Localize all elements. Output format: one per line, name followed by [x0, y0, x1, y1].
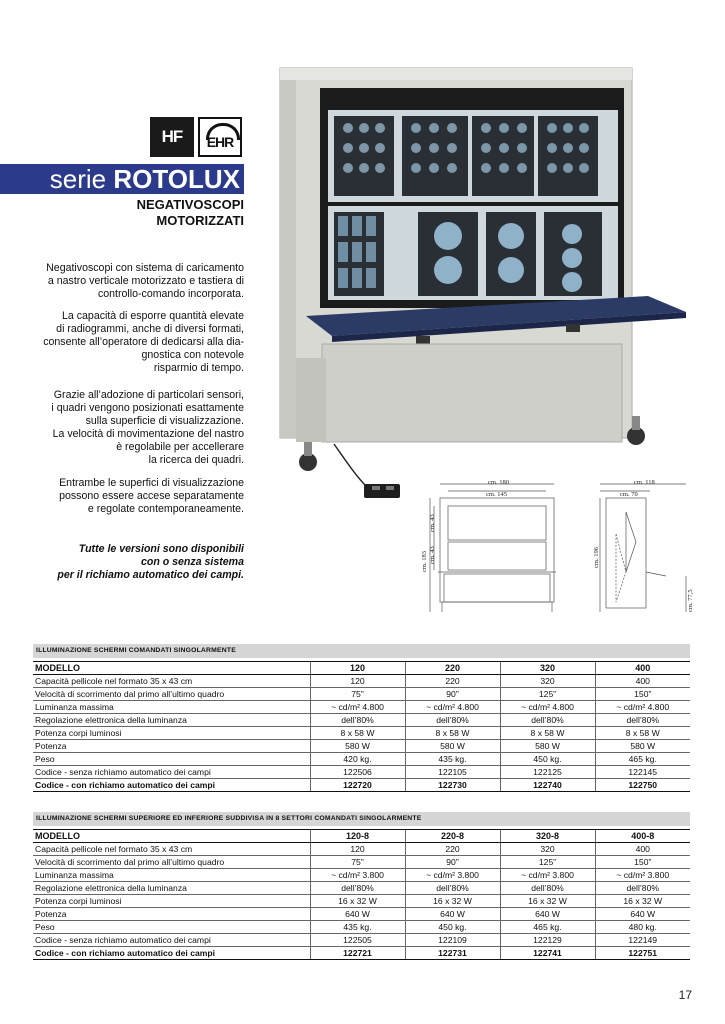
table-cell: dell’80%: [405, 714, 500, 727]
row-label: Capacità pellicole nel formato 35 x 43 cm: [33, 675, 310, 688]
table-cell: 120: [310, 843, 405, 856]
table-cell: 125”: [500, 688, 595, 701]
table-cell: 220: [405, 675, 500, 688]
table-cell: 8 x 58 W: [595, 727, 690, 740]
table-header-row: [33, 662, 690, 675]
table-cell: 90”: [405, 688, 500, 701]
column-header-1: 120: [310, 662, 405, 675]
table-cell: 8 x 58 W: [500, 727, 595, 740]
table-cell: 122505: [310, 934, 405, 947]
subtitle-line-1: NEGATIVOSCOPI: [136, 197, 244, 212]
dim-front-width-outer: cm. 180: [488, 479, 509, 486]
title-band: [0, 164, 244, 194]
table-cell: dell’80%: [310, 714, 405, 727]
series-title: [50, 164, 240, 194]
table-cell: 480 kg.: [595, 921, 690, 934]
table-cell: 435 kg.: [310, 921, 405, 934]
table-cell: ~ cd/m² 3.800: [500, 869, 595, 882]
table-row: [33, 701, 690, 714]
hf-logo: [150, 117, 194, 157]
page-number: 17: [678, 988, 692, 1002]
table-cell: 580 W: [310, 740, 405, 753]
table-row: [33, 895, 690, 908]
table-cell: 122730: [405, 779, 500, 792]
row-label: Codice - senza richiamo automatico dei campi: [33, 934, 310, 947]
table-cell: 16 x 32 W: [405, 895, 500, 908]
dim-front-top-screen: cm. 43: [429, 514, 436, 532]
column-header-model: MODELLO: [33, 830, 310, 843]
row-label: Potenza corpi luminosi: [33, 895, 310, 908]
table-cell: 122750: [595, 779, 690, 792]
column-header-model: MODELLO: [33, 662, 310, 675]
text-line: La velocità di movimentazione del nastro: [52, 428, 244, 440]
table-row: [33, 740, 690, 753]
table-cell: 8 x 58 W: [405, 727, 500, 740]
intro-paragraph-1: [20, 262, 244, 301]
table-row: [33, 688, 690, 701]
spec-table: [33, 661, 690, 792]
text-line: controllo-comando incorporata.: [97, 288, 244, 300]
column-header-2: 220-8: [405, 830, 500, 843]
table-cell: ~ cd/m² 4.800: [405, 701, 500, 714]
availability-note: [20, 543, 244, 582]
dim-side-depth-inner: cm. 70: [620, 491, 638, 498]
column-header-4: 400-8: [595, 830, 690, 843]
table-cell: 465 kg.: [500, 921, 595, 934]
text-line: Grazie all’adozione di particolari sensori,: [53, 389, 244, 401]
text-line: la ricerca dei quadri.: [148, 454, 244, 466]
row-label: Capacità pellicole nel formato 35 x 43 cm: [33, 843, 310, 856]
table-cell: 150”: [595, 856, 690, 869]
product-photo: [276, 66, 688, 504]
table-cell: 75”: [310, 856, 405, 869]
dim-side-height: cm. 196: [593, 547, 600, 568]
row-label: Codice - con richiamo automatico dei campi: [33, 947, 310, 960]
table-cell: 450 kg.: [500, 753, 595, 766]
table-row: [33, 934, 690, 947]
text-line: possono essere accese separatamente: [59, 490, 244, 502]
table-cell: dell’80%: [595, 882, 690, 895]
text-line: Negativoscopi con sistema di caricamento: [46, 262, 244, 274]
table-row: [33, 727, 690, 740]
text-line: La capacità di esporre quantità elevate: [62, 310, 244, 322]
table-cell: 122741: [500, 947, 595, 960]
table-cell: 122731: [405, 947, 500, 960]
table-heading: ILLUMINAZIONE SCHERMI SUPERIORE ED INFERIORE SUDDIVISA IN 8 SETTORI COMANDATI SINGOLARMENTE: [33, 812, 690, 826]
row-label: Potenza: [33, 740, 310, 753]
table-row: [33, 869, 690, 882]
table-cell: 122720: [310, 779, 405, 792]
row-label: Potenza corpi luminosi: [33, 727, 310, 740]
table-cell: 640 W: [405, 908, 500, 921]
table-cell: dell’80%: [595, 714, 690, 727]
text-line: Tutte le versioni sono disponibili: [78, 543, 244, 555]
text-line: è regolabile per accellerare: [116, 441, 244, 453]
table-row: [33, 675, 690, 688]
table-row: [33, 908, 690, 921]
product-subtitle: [137, 197, 244, 229]
table-cell: ~ cd/m² 3.800: [405, 869, 500, 882]
table-cell: 16 x 32 W: [310, 895, 405, 908]
intro-paragraph-4: [20, 477, 244, 516]
table-cell: 90”: [405, 856, 500, 869]
ehr-logo-text: EHR: [206, 134, 234, 150]
column-header-4: 400: [595, 662, 690, 675]
table-cell: ~ cd/m² 4.800: [500, 701, 595, 714]
row-label: Luminanza massima: [33, 869, 310, 882]
row-label: Peso: [33, 753, 310, 766]
table-cell: 465 kg.: [595, 753, 690, 766]
dim-side-desk-height: cm. 77,5: [687, 589, 694, 612]
table-cell: 122721: [310, 947, 405, 960]
table-heading: ILLUMINAZIONE SCHERMI COMANDATI SINGOLARMENTE: [33, 644, 690, 658]
table-cell: dell’80%: [310, 882, 405, 895]
text-line: gnostica con notevole: [141, 349, 244, 361]
spec-table: [33, 829, 690, 960]
table-cell: 150”: [595, 688, 690, 701]
table-cell: ~ cd/m² 3.800: [595, 869, 690, 882]
row-label: Codice - con richiamo automatico dei campi: [33, 779, 310, 792]
table-cell: 16 x 32 W: [500, 895, 595, 908]
table-cell: 580 W: [595, 740, 690, 753]
table-cell: 640 W: [595, 908, 690, 921]
text-line: e regolate contemporaneamente.: [87, 503, 244, 515]
row-label: Regolazione elettronica della luminanza: [33, 714, 310, 727]
column-header-3: 320: [500, 662, 595, 675]
dim-front-height: cm. 183: [421, 551, 428, 572]
table-cell: 125”: [500, 856, 595, 869]
row-label: Peso: [33, 921, 310, 934]
text-line: risparmio di tempo.: [153, 362, 244, 374]
table-row: [33, 856, 690, 869]
table-cell: 120: [310, 675, 405, 688]
ehr-logo: [198, 117, 242, 157]
table-row: [33, 843, 690, 856]
table-cell: 16 x 32 W: [595, 895, 690, 908]
text-line: con o senza sistema: [140, 556, 244, 568]
table-cell: 122129: [500, 934, 595, 947]
subtitle-line-2: MOTORIZZATI: [156, 213, 244, 228]
table-header-row: [33, 830, 690, 843]
side-view-drawing: [600, 484, 686, 612]
row-label: Codice - senza richiamo automatico dei campi: [33, 766, 310, 779]
table-row: [33, 882, 690, 895]
series-prefix: serie: [49, 164, 107, 194]
table-cell: ~ cd/m² 3.800: [310, 869, 405, 882]
technical-drawings: [414, 476, 694, 618]
table-cell: 220: [405, 843, 500, 856]
brand-logos: [150, 117, 242, 157]
intro-paragraph-2: [20, 310, 244, 375]
dim-side-depth-outer: cm. 118: [634, 479, 655, 486]
row-label: Regolazione elettronica della luminanza: [33, 882, 310, 895]
column-header-2: 220: [405, 662, 500, 675]
table-row: [33, 779, 690, 792]
hf-logo-text: HF: [161, 127, 183, 146]
table-row: [33, 921, 690, 934]
table-cell: 320: [500, 843, 595, 856]
table-cell: 122149: [595, 934, 690, 947]
table-cell: dell’80%: [405, 882, 500, 895]
dim-front-width-inner: cm. 145: [486, 491, 507, 498]
table-cell: dell’80%: [500, 882, 595, 895]
spec-table-8-sectors: [33, 812, 690, 960]
series-name: ROTOLUX: [113, 164, 240, 194]
table-cell: 122105: [405, 766, 500, 779]
table-row: [33, 714, 690, 727]
text-line: per il richiamo automatico dei campi.: [57, 569, 244, 581]
front-view-drawing: [430, 484, 556, 612]
table-cell: ~ cd/m² 4.800: [595, 701, 690, 714]
table-cell: ~ cd/m² 4.800: [310, 701, 405, 714]
text-line: a nastro verticale motorizzato e tastiera di: [47, 275, 244, 287]
table-cell: 420 kg.: [310, 753, 405, 766]
table-cell: 122109: [405, 934, 500, 947]
dim-front-bottom-screen: cm. 43: [429, 546, 436, 564]
column-header-1: 120-8: [310, 830, 405, 843]
table-cell: 400: [595, 675, 690, 688]
table-cell: 122506: [310, 766, 405, 779]
table-cell: 8 x 58 W: [310, 727, 405, 740]
table-cell: dell’80%: [500, 714, 595, 727]
row-label: Potenza: [33, 908, 310, 921]
row-label: Velocità di scorrimento dal primo all’ultimo quadro: [33, 688, 310, 701]
text-line: di radiogrammi, anche di diversi formati,: [56, 323, 244, 335]
text-line: consente all’operatore di dedicarsi alla dia-: [43, 336, 244, 348]
table-cell: 122751: [595, 947, 690, 960]
table-cell: 435 kg.: [405, 753, 500, 766]
text-line: Entrambe le superfici di visualizzazione: [59, 477, 244, 489]
table-cell: 580 W: [405, 740, 500, 753]
table-cell: 122145: [595, 766, 690, 779]
table-cell: 400: [595, 843, 690, 856]
row-label: Luminanza massima: [33, 701, 310, 714]
table-cell: 75”: [310, 688, 405, 701]
column-header-3: 320-8: [500, 830, 595, 843]
row-label: Velocità di scorrimento dal primo all’ultimo quadro: [33, 856, 310, 869]
table-cell: 320: [500, 675, 595, 688]
table-row: [33, 766, 690, 779]
table-cell: 122125: [500, 766, 595, 779]
table-cell: 450 kg.: [405, 921, 500, 934]
table-cell: 122740: [500, 779, 595, 792]
intro-paragraph-3: [20, 389, 244, 467]
spec-table-standard: [33, 644, 690, 792]
text-line: i quadri vengono posizionati esattamente: [51, 402, 244, 414]
table-cell: 640 W: [500, 908, 595, 921]
table-cell: 580 W: [500, 740, 595, 753]
table-cell: 640 W: [310, 908, 405, 921]
table-row: [33, 753, 690, 766]
text-line: sulla superficie di visualizzazione.: [85, 415, 244, 427]
table-row: [33, 947, 690, 960]
